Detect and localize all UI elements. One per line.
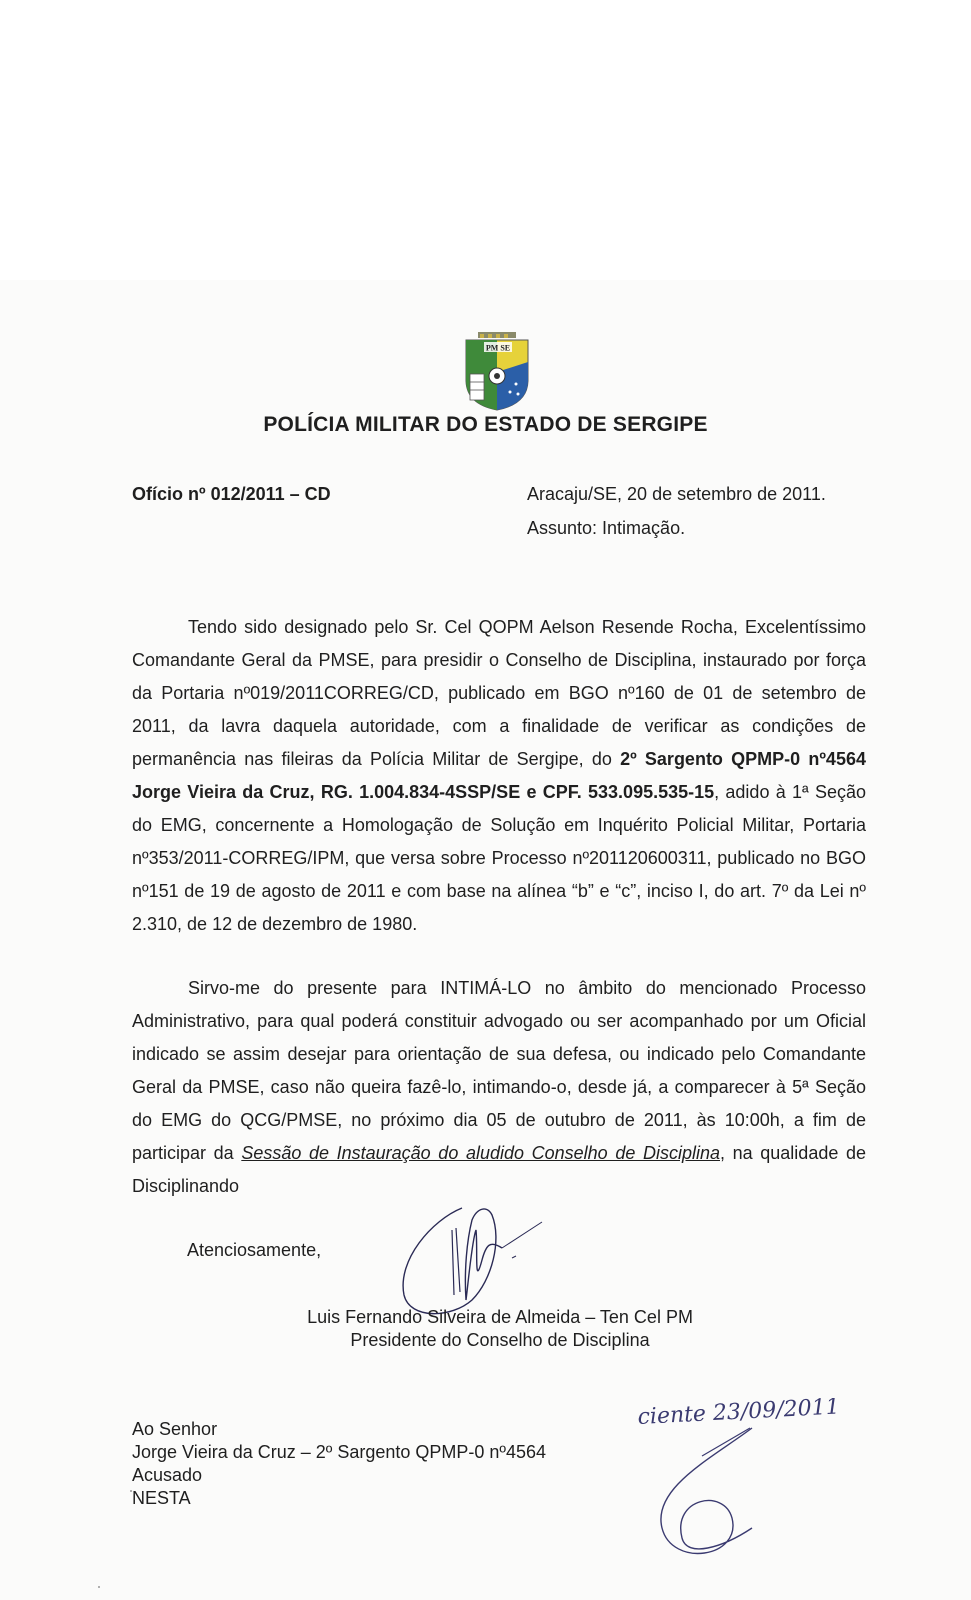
place-date: Aracaju/SE, 20 de setembro de 2011. — [527, 484, 826, 504]
signatory-name: Luis Fernando Silveira de Almeida – Ten Cel PM — [307, 1307, 693, 1327]
addressee-location: NESTA — [132, 1488, 191, 1508]
paragraph-1-text-b: , adido à 1ª Seção do EMG, concernente a Homologação de Solução em Inquérito Policial Militar, Portaria nº353/2011-CORREG/IPM, que versa sobre Processo nº201120600311, publicado no BGO nº151 de 19 de agosto de 2011 e com base na alínea “b” e “c”, inciso I, do art. 7º da Lei nº 2.310, de 12 de dezembro de 1980. — [132, 782, 866, 934]
receipt-note-text: ciente 23/09/2011 — [637, 1398, 841, 1430]
pmse-crest-logo — [464, 332, 530, 412]
addressee-name: Jorge Vieira da Cruz – 2º Sargento QPMP-0 nº4564 — [132, 1442, 547, 1462]
addressee-salutation: Ao Senhor — [132, 1419, 218, 1439]
addressee-block — [132, 1418, 546, 1510]
signatory-block — [0, 1306, 971, 1352]
addressee-status: Acusado — [132, 1465, 203, 1485]
oficio-number: Ofício nº 012/2011 – CD — [132, 484, 331, 504]
closing-salutation: Atenciosamente, — [187, 1240, 322, 1260]
paragraph-2-text-b: , na qualidade de Disciplinando — [132, 1143, 866, 1196]
session-reference: Sessão de Instauração do aludido Conselho de Disciplina — [241, 1143, 720, 1163]
signatory-role: Presidente do Conselho de Disciplina — [350, 1330, 650, 1350]
body-paragraph-2 — [132, 972, 866, 1203]
paragraph-1-text-a: Tendo sido designado pelo Sr. Cel QOPM Aelson Resende Rocha, Excelentíssimo Comandante Geral da PMSE, para presidir o Conselho de Disciplina, instaurado por força da Portaria nº019/2011CORREG/CD, publicado em BGO nº160 de 01 de setembro de 2011, da lavra daquela autoridade, com a finalidade de verificar as condições de permanência nas fileiras da Polícia Militar de Sergipe, do — [132, 617, 866, 769]
crest-text: PM SE — [485, 343, 511, 353]
body-paragraph-1 — [132, 611, 866, 941]
subject-line: Assunto: Intimação. — [527, 518, 686, 538]
paragraph-2-text-a: Sirvo-me do presente para INTIMÁ-LO no âmbito do mencionado Processo Administrativo, para qual poderá constituir advogado ou ser acompanhado por um Oficial indicado se assim desejar para orientação de sua defesa, ou indicado pelo Comandante Geral da PMSE, caso não queira fazê-lo, intimando-o, desde já, a comparecer à 5ª Seção do EMG do QCG/PMSE, no próximo dia 05 de outubro de 2011, às 10:00h, a fim de participar da — [132, 978, 866, 1163]
handwritten-receipt-note — [632, 1398, 932, 1578]
organization-title: POLÍCIA MILITAR DO ESTADO DE SERGIPE — [263, 413, 708, 436]
accused-identification: 2º Sargento QPMP-0 nº4564 Jorge Vieira da Cruz, RG. 1.004.834-4SSP/SE e CPF. 533.095.535-15 — [132, 749, 866, 802]
